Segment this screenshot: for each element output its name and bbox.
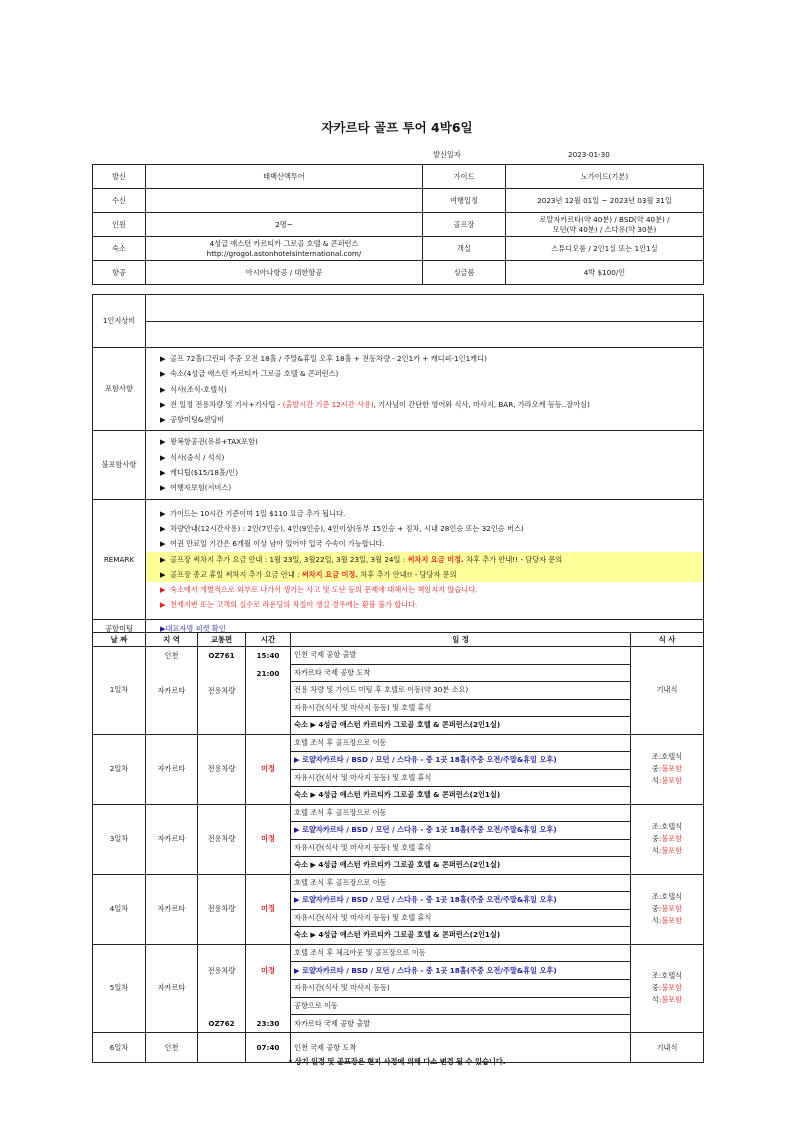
remark-item: ▶ 차량안내(12시간사용) : 2인(7인승), 4인(9인승), 4인이상(동부 15인승 + 짐차, 시내 28인승 또는 32인승 버스) [160, 521, 693, 536]
header-region: 지 역 [146, 633, 198, 647]
itinerary-item: 자유시간(식사 및 마사지 등등) [291, 979, 631, 997]
excluded-list [146, 431, 704, 499]
itinerary-item: 공항으로 이동 [291, 997, 631, 1015]
itinerary-item: 인천 국제 공항 출발 [291, 647, 631, 665]
excluded-item: ▶ 여행자보험(서비스) [160, 480, 693, 495]
sender-value: 태백산맥투어 [146, 165, 423, 189]
itinerary-item: 전용 차량 및 가이드 미팅 후 호텔로 이동(약 30분 소요) [291, 682, 631, 700]
arrow-icon: ▶ [160, 452, 166, 462]
region-cell: 인천 자카르타 [146, 647, 198, 735]
hotel-label: 숙소 [93, 237, 146, 261]
header-meal: 식 사 [631, 633, 704, 647]
arrow-icon: ▶ [294, 755, 303, 765]
itinerary-golf: ▶ 로얄자카르타 / BSD / 모던 / 스다유 - 중 1곳 18홀(주중 오전/주말&휴일 오후) [291, 962, 631, 980]
included-item: ▶ 전 일정 전용차량 및 기사+기사팁 - (출발시간 기준 12시간 사용), 기사님이 간단한 영어와 식사, 마사지, BAR, 가라오케 등등..잘아심) [160, 397, 693, 412]
arrow-icon: ▶ [160, 354, 166, 363]
arrow-icon: ▶ [160, 437, 166, 447]
hotel-url[interactable]: http://grogol.astonhotelsinternational.com/ [206, 248, 362, 258]
itinerary-hotel: 숙소 ▶ 4성급 애스턴 카르티카 그로골 호텔 & 콘퍼런스(2인1실) [291, 927, 631, 945]
people-label: 인원 [93, 213, 146, 237]
arrow-icon: ▶ [160, 369, 166, 379]
itinerary-item: 자유시간(식사 및 마사지 등등) 및 호텔 휴식 [291, 699, 631, 717]
arrow-icon: ▶ [160, 539, 166, 549]
arrow-icon: ▶ [160, 399, 166, 409]
meeting-label: 공항미팅 [93, 619, 146, 638]
cost-label: 1인지상비 [93, 295, 146, 348]
header-date: 날 짜 [93, 633, 146, 647]
time-cell: 07:40 [246, 1033, 291, 1063]
included-item: ▶ 골프 72홀(그린피 주중 오전 18홀 / 주말&휴일 오후 18홀 + 전동차량 - 2인1카 + 캐디피-1인1캐디) [160, 351, 693, 366]
hotel-value [146, 237, 423, 261]
itinerary-golf: ▶ 로얄자카르타 / BSD / 모던 / 스다유 - 중 1곳 18홀(주중 오전/주말&휴일 오후) [291, 752, 631, 770]
guide-label: 가이드 [423, 165, 506, 189]
page-title: 자카르타 골프 투어 4박6일 [321, 120, 473, 135]
transport-cell: 전용차량 [198, 734, 246, 804]
meal-cell: 조:호텔식 중:불포함 석:불포함 [631, 944, 704, 1033]
itinerary-item: 자유시간(식사 및 마사지 등등) 및 호텔 휴식 [291, 769, 631, 787]
excluded-item: ▶ 식사(중식 / 석식) [160, 450, 693, 465]
arrow-icon: ▶ [294, 895, 303, 905]
sender-label: 발신 [93, 165, 146, 189]
period-value: 2023년 12월 01일 ~ 2023년 03월 31일 [506, 189, 704, 213]
itinerary-item: 호텔 조식 후 골프장으로 이동 [291, 874, 631, 892]
excluded-label: 불포함사항 [93, 431, 146, 499]
time-cell: 미정 [246, 874, 291, 944]
issue-date-row [405, 150, 703, 162]
air-label: 항공 [93, 261, 146, 285]
itinerary-hotel: 숙소 ▶ 4성급 애스턴 카르티카 그로골 호텔 & 콘퍼런스(2인1실) [291, 717, 631, 735]
arrow-icon: ▶ [160, 523, 166, 533]
arrow-icon: ▶ [160, 508, 166, 518]
itinerary-item: 인천 국제 공항 도착 [291, 1033, 631, 1063]
itinerary-item: 자카르타 국제 공항 도착 [291, 664, 631, 682]
included-item: ▶ 숙소(4성급 애스턴 카르티카 그로골 호텔 & 콘퍼런스) [160, 366, 693, 381]
remark-highlight-item: ▶ 골프장 종교 휴일 써차지 추가 요금 안내 : 써차지 요금 미정. 차후 추가 안내!! - 담당자 문의 [146, 567, 703, 582]
course-value [506, 213, 704, 237]
air-value: 아시아나항공 / 대한항공 [146, 261, 423, 285]
region-cell: 자카르타 [146, 944, 198, 1033]
recipient-value [146, 189, 423, 213]
single-label: 싱글룸 [423, 261, 506, 285]
meal-cell: 기내식 [631, 1033, 704, 1063]
included-label: 포함사항 [93, 348, 146, 431]
guide-value: 노가이드(기본) [506, 165, 704, 189]
itinerary-item: 호텔 조식 후 골프장으로 이동 [291, 804, 631, 822]
included-list [146, 348, 704, 431]
itinerary-item: 자유시간(식사 및 마사지 등등) 및 호텔 휴식 [291, 909, 631, 927]
arrow-icon: ▶ [294, 965, 303, 975]
included-item: ▶ 공항미팅&센딩비 [160, 412, 693, 427]
remark-list [146, 499, 704, 619]
arrow-icon: ▶ [160, 384, 166, 394]
arrow-icon: ▶ [160, 585, 166, 595]
remark-highlight-item: ▶ 골프장 써차지 추가 요금 안내 : 1월 23일, 3월22일, 3월 23일, 3월 24일 : 써차지 요금 미정. 차후 추가 안내!! - 담당자 문의 [146, 552, 703, 567]
arrow-icon: ▶ [160, 569, 166, 579]
time-cell: 미정 23:30 [246, 944, 291, 1033]
footer-note: * 상기 일정 및 골프장은 현지 사정에 의해 다소 변경 될 수 있습니다. [288, 1057, 506, 1066]
arrow-icon: ▶ [160, 623, 166, 633]
itinerary-hotel: 숙소 ▶ 4성급 애스턴 카르티카 그로골 호텔 & 콘퍼런스(2인1실) [291, 857, 631, 875]
itinerary-item: 호텔 조식 후 골프장으로 이동 [291, 734, 631, 752]
day-cell: 3일차 [93, 804, 146, 874]
course-line-1: 로얄자카르타(약 40분) / BSD(약 40분) / [539, 214, 670, 224]
arrow-icon: ▶ [160, 600, 166, 610]
issue-date-label: 발신일자 [433, 150, 461, 159]
region-cell: 자카르타 [146, 874, 198, 944]
remark-warning-item: ▶ 천재지변 또는 고객의 실수로 라운딩의 차질이 생길 경우에는 환불 불가 합니다. [160, 597, 693, 612]
region-cell: 자카르타 [146, 804, 198, 874]
day-cell: 5일차 [93, 944, 146, 1033]
excluded-item: ▶ 캐디팁($15/18홀/인) [160, 465, 693, 480]
issue-date: 2023-01-30 [568, 150, 610, 159]
course-line-2: 모던(약 40분) / 스다유(약 30분) [552, 224, 657, 234]
header-itinerary: 일 정 [291, 633, 631, 647]
region-cell: 인천 [146, 1033, 198, 1063]
remark-item: ▶ 여권 만료일 기간은 6개월 이상 남아 있어야 입국 수속이 가능합니다. [160, 536, 693, 551]
period-label: 여행일정 [423, 189, 506, 213]
conditions-table [92, 294, 704, 639]
recipient-label: 수신 [93, 189, 146, 213]
room-label: 객실 [423, 237, 506, 261]
schedule-table [92, 632, 704, 1063]
itinerary-item: 자카르타 국제 공항 출발 [291, 1015, 631, 1033]
remark-label: REMARK [93, 499, 146, 619]
header-transport: 교통편 [198, 633, 246, 647]
itinerary-golf: ▶ 로얄자카르타 / BSD / 모던 / 스다유 - 중 1곳 18홀(주중 오전/주말&휴일 오후) [291, 892, 631, 910]
remark-warning-item: ▶ 숙소에서 개별적으로 외부로 나가서 생기는 사고 및 도난 등의 문제에 대해서는 책임지지 않습니다. [160, 582, 693, 597]
day-cell: 2일차 [93, 734, 146, 804]
meal-cell: 조:호텔식 중:불포함 석:불포함 [631, 804, 704, 874]
transport-cell: 전용차량 [198, 804, 246, 874]
time-cell: 15:40 21:00 [246, 647, 291, 735]
time-cell: 미정 [246, 734, 291, 804]
day-cell: 1일차 [93, 647, 146, 735]
course-label: 골프장 [423, 213, 506, 237]
itinerary-item: 자유시간(식사 및 마사지 등등) 및 호텔 휴식 [291, 839, 631, 857]
remark-item: ▶ 가이드는 10시간 기준이며 1일 $110 요금 추가 됩니다. [160, 506, 693, 521]
transport-cell: 전용차량 [198, 874, 246, 944]
excluded-item: ▶ 왕복항공권(유류+TAX포함) [160, 434, 693, 449]
included-item: ▶ 식사(조식-호텔식) [160, 382, 693, 397]
day-cell: 6일차 [93, 1033, 146, 1063]
arrow-icon: ▶ [160, 554, 166, 564]
meal-cell: 기내식 [631, 647, 704, 735]
cost-row-2 [146, 322, 704, 348]
time-cell: 미정 [246, 804, 291, 874]
people-value: 2명~ [146, 213, 423, 237]
info-table [92, 164, 704, 285]
arrow-icon: ▶ [160, 468, 166, 478]
meal-cell: 조:호텔식 중:불포함 석:불포함 [631, 734, 704, 804]
arrow-icon: ▶ [294, 825, 303, 835]
cost-row-1 [146, 295, 704, 322]
arrow-icon: ▶ [160, 483, 166, 493]
meeting-value: ▶대표자명 피켓 확인 [146, 619, 704, 638]
meal-cell: 조:호텔식 중:불포함 석:불포함 [631, 874, 704, 944]
room-value: 스튜디오룸 / 2인1실 또는 1인1실 [506, 237, 704, 261]
hotel-name: 4성급 애스턴 카르티카 그로골 호텔 & 콘퍼런스 [209, 238, 359, 248]
transport-cell: OZ761 전용차량 [198, 647, 246, 735]
transport-cell: 전용차량 OZ762 [198, 944, 246, 1033]
header-time: 시간 [246, 633, 291, 647]
day-cell: 4일차 [93, 874, 146, 944]
arrow-icon: ▶ [160, 415, 166, 425]
region-cell: 자카르타 [146, 734, 198, 804]
itinerary-hotel: 숙소 ▶ 4성급 애스턴 카르티카 그로골 호텔 & 콘퍼런스(2인1실) [291, 787, 631, 805]
itinerary-item: 호텔 조식 후 체크아웃 및 골프장으로 이동 [291, 944, 631, 962]
single-value: 4박 $100/인 [506, 261, 704, 285]
itinerary-golf: ▶ 로얄자카르타 / BSD / 모던 / 스다유 - 중 1곳 18홀(주중 오전/주말&휴일 오후) [291, 822, 631, 840]
